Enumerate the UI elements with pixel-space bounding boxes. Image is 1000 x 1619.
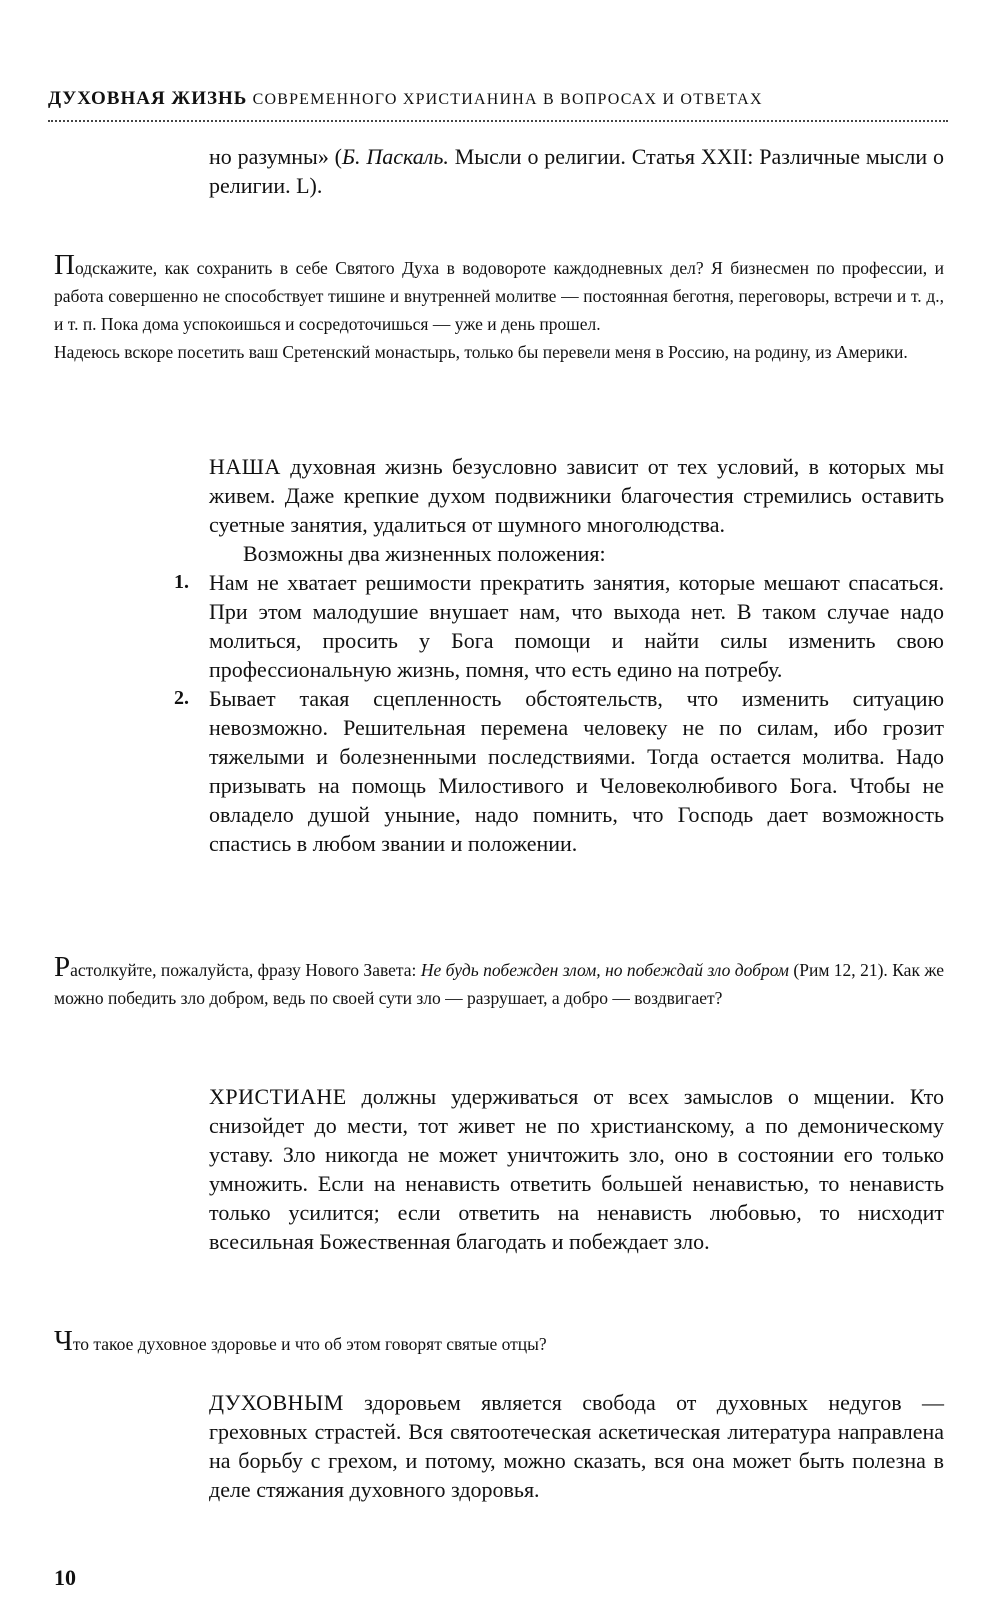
- question-2-quote: Не будь побежден злом, но побеждай зло добром: [420, 960, 789, 980]
- list-item-text: Нам не хватает решимости прекратить занятия, которые мешают спасаться. При этом малодушие внушает нам, что выхода нет. В таком случае надо молиться, просить у Бога помощи и найти силы изменить свою профессиональную жизнь, помня, что есть едино на потребу.: [209, 570, 944, 682]
- question-3-initial: Ч: [54, 1325, 73, 1357]
- list-item-number: 2.: [174, 687, 189, 709]
- answer-3-lead: ДУХОВНЫМ: [209, 1390, 344, 1415]
- page-number: 10: [54, 1565, 76, 1590]
- running-header-title-bold: ДУХОВНАЯ ЖИЗНЬ: [48, 88, 248, 109]
- question-1-text: одскажите, как сохранить в себе Святого Духа в водовороте каждодневных дел? Я бизнесмен по профессии, и работа совершенно не способствует тишине и внутренней молитве — постоянная беготня, переговоры, встречи и т. д., и т. п. Пока дома успокоишься и сосредоточишься — уже и день прошел.: [54, 258, 944, 334]
- continuation-text-after: Мысли о религии. Статья XXII: Различные мысли о религии. L).: [209, 144, 945, 198]
- answer-1-text: духовная жизнь безусловно зависит от тех условий, в которых мы живем. Даже крепкие духом подвижники благочестия стремились оставить суетные занятия, удалиться от шумного многолюдства.: [209, 454, 944, 537]
- question-1-initial: П: [54, 249, 75, 281]
- question-3-text: то такое духовное здоровье и что об этом говорят святые отцы?: [72, 1334, 547, 1354]
- list-item: [174, 568, 944, 684]
- answer-2: [209, 1082, 944, 1256]
- list-item: [174, 684, 944, 858]
- answer-3: [209, 1388, 944, 1504]
- continuation-author: Б. Паскаль.: [342, 144, 449, 169]
- answer-3-text: здоровьем является свобода от духовных недугов — греховных страстей. Вся святоотеческая аскетическая литература направлена на борьбу с грехом, и потому, можно сказать, вся она может быть полезна в деле стяжания духовного здоровья.: [209, 1390, 944, 1502]
- answer-1-list: [174, 568, 944, 858]
- question-2-text-after: (Рим 12, 21). Как же можно победить зло добром, ведь по своей сути зло — разрушает, а добро — воздвигает?: [54, 960, 944, 1008]
- answer-2-text: должны удерживаться от всех замыслов о мщении. Кто снизойдет до мести, тот живет не по христианскому, а по демоническому уставу. Зло никогда не может уничтожить зло, оно в состоянии его только умножить. Если на ненависть ответить большей ненавистью, то ненависть только усилится; если ответить на ненависть любовью, то нисходит всесильная Божественная благодать и побеждает зло.: [209, 1084, 944, 1254]
- answer-2-lead: ХРИСТИАНЕ: [209, 1084, 347, 1109]
- question-1: [54, 249, 944, 366]
- list-item-text: Бывает такая сцепленность обстоятельств, что изменить ситуацию невозможно. Решительная перемена человеку не по силам, ибо грозит тяжелыми и болезненными последствиями. Тогда остается молитва. Надо призывать на помощь Милостивого и Человеколюбивого Бога. Чтобы не овладело душой уныние, надо помнить, что Господь дает возможность спастись в любом звании и положении.: [209, 686, 944, 856]
- question-3: [54, 1325, 944, 1358]
- question-2: [54, 951, 944, 1012]
- list-item-number: 1.: [174, 571, 189, 593]
- running-header: [48, 88, 948, 110]
- answer-1: [174, 452, 944, 858]
- continuation-paragraph: [209, 142, 944, 200]
- header-dotted-rule: [48, 120, 948, 122]
- question-1-text-2: Надеюсь вскоре посетить ваш Сретенский монастырь, только бы перевели меня в Россию, на родину, из Америки.: [54, 342, 908, 362]
- question-2-text-before: астолкуйте, пожалуйста, фразу Нового Завета:: [70, 960, 421, 980]
- running-header-title-rest: СОВРЕМЕННОГО ХРИСТИАНИНА В ВОПРОСАХ И ОТВЕТАХ: [252, 91, 763, 108]
- answer-1-lead: НАША: [209, 454, 281, 479]
- question-2-initial: Р: [54, 951, 71, 983]
- continuation-text-before: но разумны» (: [209, 144, 343, 169]
- answer-1-intro: Возможны два жизненных положения:: [243, 541, 606, 566]
